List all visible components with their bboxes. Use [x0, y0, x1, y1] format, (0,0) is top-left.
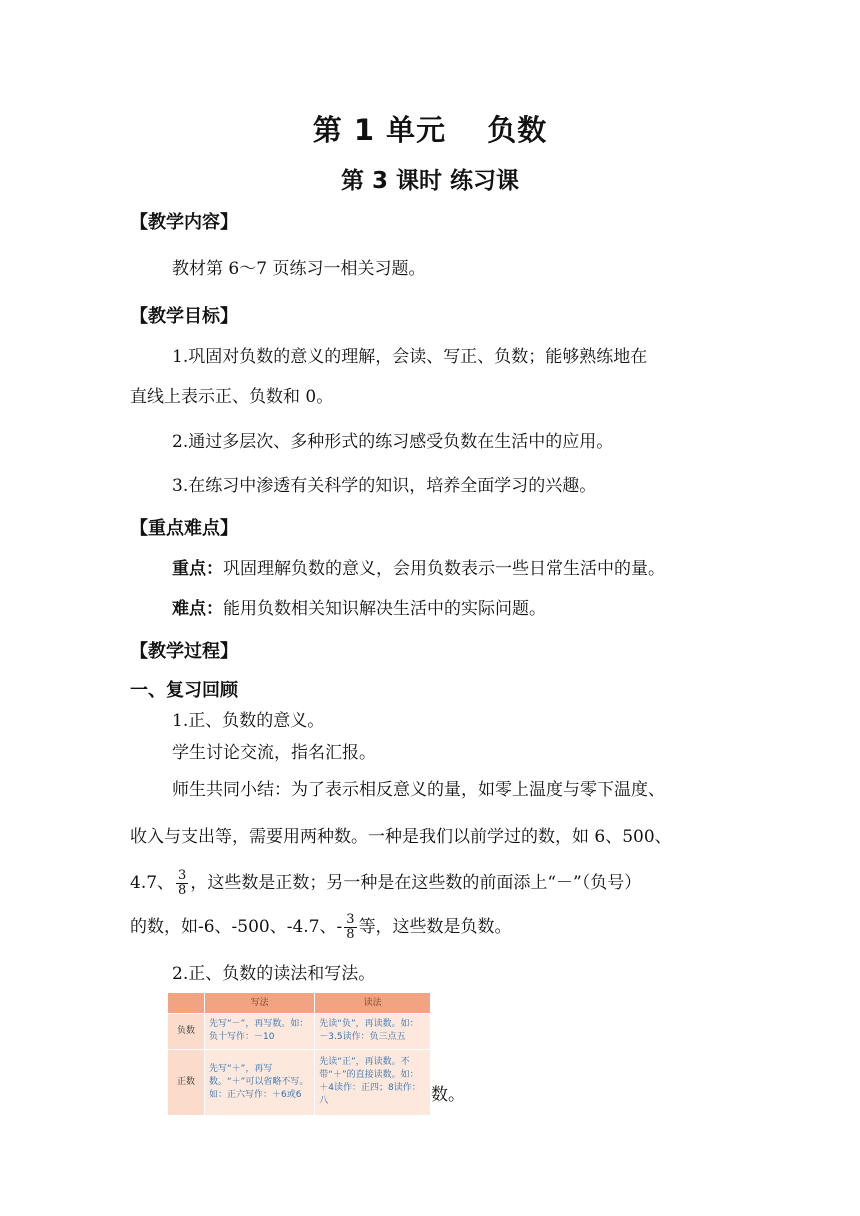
fraction-denominator: 8 [178, 883, 187, 898]
reading-writing-table [167, 992, 431, 1116]
key-focus-label: 重点： [172, 559, 223, 579]
row-header-negative: 负数 [168, 1014, 205, 1050]
review-discuss: 学生讨论交流，指名汇报。 [172, 743, 376, 763]
column-header-write: 写法 [205, 993, 315, 1014]
content-text: 教材第 6～7 页练习一相关习题。 [172, 259, 426, 279]
fraction-denominator: 8 [346, 927, 355, 942]
column-header-read: 读法 [315, 993, 431, 1014]
review-summary-line-1: 师生共同小结：为了表示相反意义的量，如零上温度与零下温度、 [172, 780, 665, 800]
table-row [168, 1014, 431, 1050]
review-summary-line-2: 收入与支出等，需要用两种数。一种是我们以前学过的数，如 6、500、 [130, 827, 672, 847]
negative-write-cell: 先写“－”，再写数。如：负十写作：－10 [205, 1014, 315, 1050]
section-heading-goals: 【教学目标】 [130, 306, 238, 327]
summary-line-4-start: 的数，如-6、-500、-4.7、- [130, 917, 343, 937]
fraction-numerator: 3 [346, 912, 355, 927]
review-heading: 一、复习回顾 [130, 680, 238, 701]
goal-2: 2.通过多层次、多种形式的练习感受负数在生活中的应用。 [172, 432, 614, 452]
goal-1-line-1: 1.巩固对负数的意义的理解，会读、写正、负数；能够熟练地在 [172, 347, 648, 367]
negative-read-cell: 先读“负”，再读数。如：－3.5读作：负三点五 [315, 1014, 431, 1050]
goal-3: 3.在练习中渗透有关科学的知识，培养全面学习的兴趣。 [172, 476, 597, 496]
summary-line-3-end: ，这些数是正数；另一种是在这些数的前面添上“－”（负号） [190, 873, 642, 893]
section-heading-key: 【重点难点】 [130, 518, 238, 539]
table-header-row [168, 993, 431, 1014]
lesson-subtitle: 第 3 课时 练习课 [340, 168, 520, 194]
table-row [168, 1049, 431, 1115]
page-title: 第 1 单元 负数 [312, 113, 548, 147]
fraction-negative-three-eighths [344, 913, 356, 942]
positive-write-cell: 先写“＋”，再写数。“＋”可以省略不写。如：正六写作：＋6或6 [205, 1049, 315, 1115]
summary-line-3-start: 4.7、 [130, 873, 175, 893]
review-summary-line-4 [130, 913, 512, 942]
key-focus [172, 557, 665, 581]
section-heading-process: 【教学过程】 [130, 641, 238, 662]
summary-line-4-end: 等，这些数是负数。 [358, 917, 512, 937]
review-item-1: 1.正、负数的意义。 [172, 711, 325, 731]
fraction-three-eighths [176, 869, 188, 898]
row-header-positive: 正数 [168, 1049, 205, 1115]
positive-read-cell: 先读“正”，再读数。不带“＋”的直接读数。如：＋4读作：正四；8读作：八 [315, 1049, 431, 1115]
key-difficulty-label: 难点： [172, 599, 223, 619]
fraction-numerator: 3 [178, 868, 187, 883]
table-corner-cell [168, 993, 205, 1014]
review-item-2: 2.正、负数的读法和写法。 [172, 964, 376, 984]
goal-1-line-2: 直线上表示正、负数和 0。 [130, 387, 334, 407]
key-difficulty-text: 能用负数相关知识解决生活中的实际问题。 [223, 599, 546, 619]
key-difficulty [172, 597, 546, 621]
review-summary-line-3 [130, 869, 641, 898]
key-focus-text: 巩固理解负数的意义，会用负数表示一些日常生活中的量。 [223, 559, 665, 579]
section-heading-content: 【教学内容】 [130, 212, 238, 233]
trailing-text: 数。 [431, 1085, 465, 1105]
